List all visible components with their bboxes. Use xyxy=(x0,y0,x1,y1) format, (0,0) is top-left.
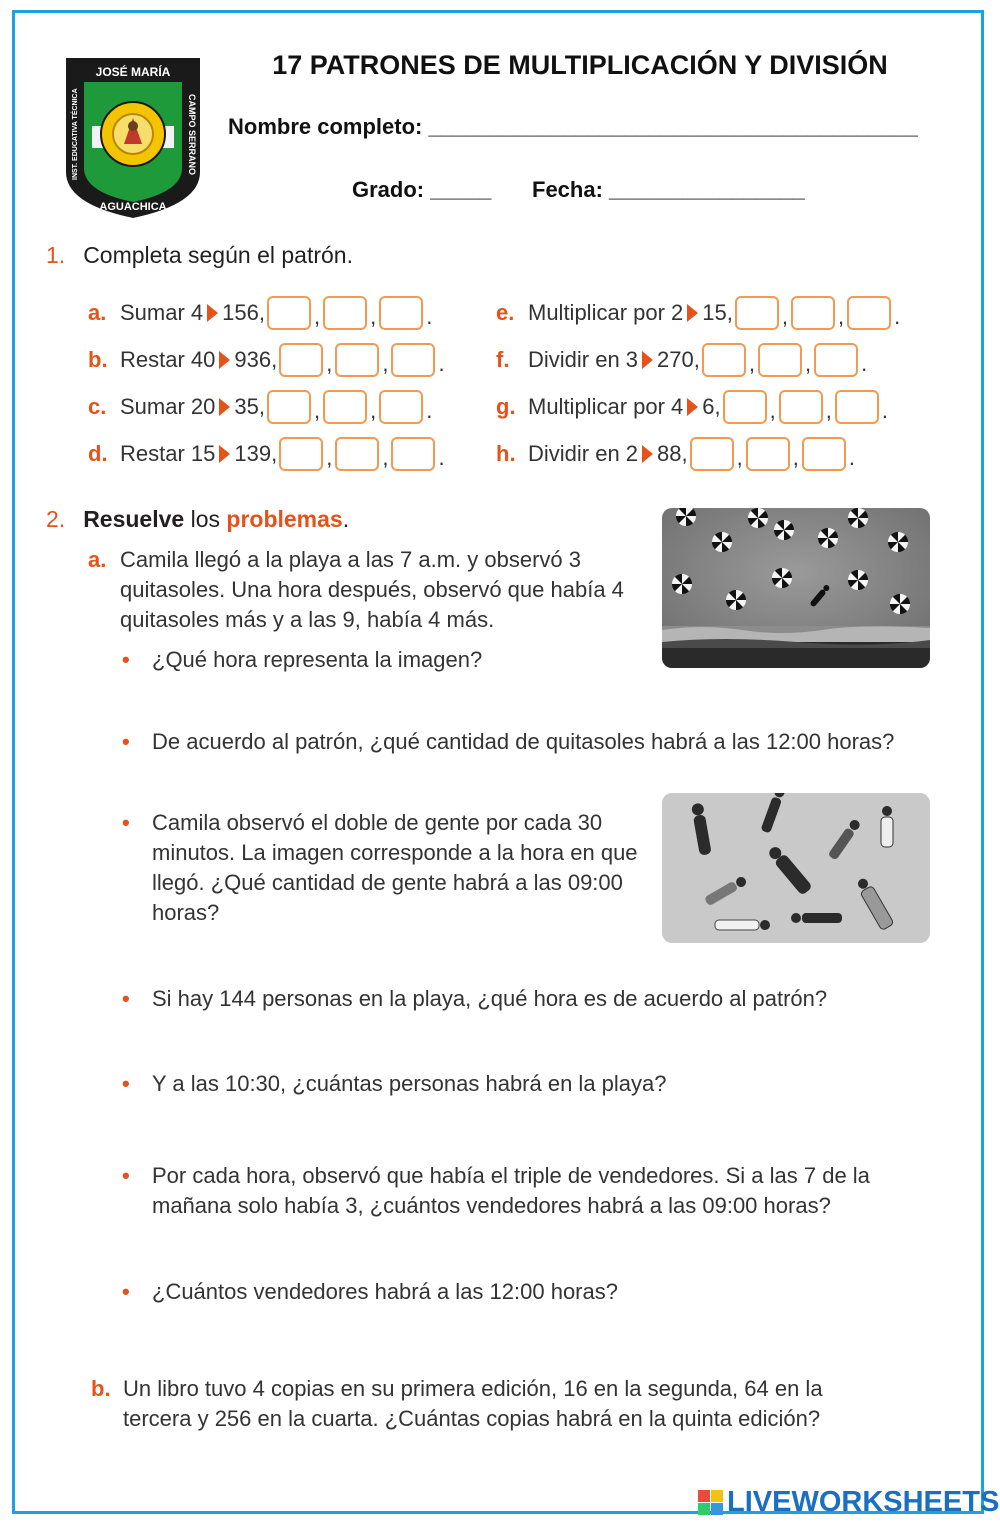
question-text: ¿Qué hora representa la imagen? xyxy=(152,647,483,672)
problem-b-letter: b. xyxy=(91,1376,111,1401)
arrow-right-icon xyxy=(219,351,230,369)
beach-umbrellas-image xyxy=(662,508,930,668)
bullet-icon: • xyxy=(122,1163,130,1188)
answer-box[interactable] xyxy=(835,390,879,424)
answer-box[interactable] xyxy=(323,390,367,424)
pattern-start: 35, xyxy=(234,394,265,419)
answer-box[interactable] xyxy=(279,437,323,471)
answer-box[interactable] xyxy=(323,296,367,330)
pattern-item: d. Restar 15 139, , , . xyxy=(88,437,446,471)
question-text: Si hay 144 personas en la playa, ¿qué hora es de acuerdo al patrón? xyxy=(152,986,828,1011)
pattern-letter: b. xyxy=(88,347,108,372)
problem-a xyxy=(88,545,655,635)
brand-badge-icon xyxy=(698,1490,724,1516)
answer-box[interactable] xyxy=(379,390,423,424)
logo-right-text: CAMPO SERRANO xyxy=(187,94,197,176)
answer-box[interactable] xyxy=(758,343,802,377)
pattern-rule: Multiplicar por 2 xyxy=(528,300,684,325)
answer-box[interactable] xyxy=(779,390,823,424)
answer-box[interactable] xyxy=(335,343,379,377)
section-2-heading xyxy=(46,506,349,533)
question-bullet xyxy=(122,727,932,757)
question-bullet xyxy=(122,1277,932,1307)
pattern-rule: Restar 40 xyxy=(120,347,216,372)
logo-top-text: JOSÉ MARÍA xyxy=(95,65,171,79)
arrow-right-icon xyxy=(687,304,698,322)
pattern-rule: Dividir en 3 xyxy=(528,347,639,372)
section-1-heading xyxy=(46,242,353,269)
pattern-item: e. Multiplicar por 2 15, , , . xyxy=(496,296,901,330)
grade-line: Grado: _____ xyxy=(352,177,492,202)
section-2-title-orange: problemas xyxy=(226,506,343,532)
pattern-start: 936, xyxy=(234,347,278,372)
bullet-icon: • xyxy=(122,647,130,672)
problem-b-text: Un libro tuvo 4 copias en su primera edición, 16 en la segunda, 64 en la tercera y 256 en la cuarta. ¿Cuántas copias habrá en la quinta edición? xyxy=(123,1376,823,1431)
answer-box[interactable] xyxy=(335,437,379,471)
question-text: Camila observó el doble de gente por cada 30 minutos. La imagen corresponde a la hora en que llegó. ¿Qué cantidad de gente habrá a las 09:00 horas? xyxy=(152,810,638,925)
pattern-rule: Restar 15 xyxy=(120,441,216,466)
question-text: Por cada hora, observó que había el triple de vendedores. Si a las 7 de la mañana solo había 3, ¿cuántos vendedores habrá a las 09:00 horas? xyxy=(152,1163,870,1218)
pattern-letter: d. xyxy=(88,441,108,466)
pattern-letter: f. xyxy=(496,347,510,372)
answer-box[interactable] xyxy=(735,296,779,330)
brand-text: LIVEWORKSHEETS xyxy=(727,1486,1000,1518)
question-bullet xyxy=(122,645,652,675)
arrow-right-icon xyxy=(219,445,230,463)
pattern-item: f. Dividir en 3 270, , , . xyxy=(496,343,868,377)
question-text: ¿Cuántos vendedores habrá a las 12:00 horas? xyxy=(152,1279,618,1304)
pattern-rule: Sumar 4 xyxy=(120,300,204,325)
logo-left-text: INST. EDUCATIVA TÉCNICA xyxy=(72,88,79,180)
problem-a-letter: a. xyxy=(88,547,107,572)
section-1-number: 1. xyxy=(46,242,66,268)
section-2-number: 2. xyxy=(46,506,66,532)
liveworksheets-logo xyxy=(698,1486,999,1519)
section-2-title-end: . xyxy=(342,506,350,532)
name-line: Nombre completo: ________________________________________ xyxy=(228,114,918,139)
question-bullet xyxy=(122,984,932,1014)
answer-box[interactable] xyxy=(723,390,767,424)
section-1-title: Completa según el patrón. xyxy=(83,242,353,268)
question-bullet xyxy=(122,1069,932,1099)
pattern-letter: g. xyxy=(496,394,516,419)
question-text: De acuerdo al patrón, ¿qué cantidad de quitasoles habrá a las 12:00 horas? xyxy=(152,729,895,754)
question-bullet xyxy=(122,808,642,928)
pattern-letter: a. xyxy=(88,300,107,325)
bullet-icon: • xyxy=(122,810,130,835)
pattern-start: 88, xyxy=(657,441,688,466)
arrow-right-icon xyxy=(642,445,653,463)
sunbathers-image xyxy=(662,793,930,943)
arrow-right-icon xyxy=(687,398,698,416)
pattern-start: 6, xyxy=(702,394,721,419)
page-title: 17 PATRONES DE MULTIPLICACIÓN Y DIVISIÓN xyxy=(272,50,888,80)
pattern-item: a. Sumar 4 156, , , . xyxy=(88,296,433,330)
answer-box[interactable] xyxy=(391,343,435,377)
pattern-letter: h. xyxy=(496,441,516,466)
pattern-letter: c. xyxy=(88,394,107,419)
pattern-rule: Dividir en 2 xyxy=(528,441,639,466)
answer-box[interactable] xyxy=(267,296,311,330)
answer-box[interactable] xyxy=(379,296,423,330)
answer-box[interactable] xyxy=(746,437,790,471)
pattern-start: 270, xyxy=(657,347,700,372)
answer-box[interactable] xyxy=(391,437,435,471)
arrow-right-icon xyxy=(219,398,230,416)
answer-box[interactable] xyxy=(279,343,323,377)
question-text: Y a las 10:30, ¿cuántas personas habrá en la playa? xyxy=(152,1071,667,1096)
pattern-start: 156, xyxy=(222,300,265,325)
logo-bottom-text: AGUACHICA xyxy=(99,201,167,213)
arrow-right-icon xyxy=(207,304,218,322)
pattern-item: h. Dividir en 2 88, , , . xyxy=(496,437,856,471)
problem-b xyxy=(91,1374,883,1434)
answer-box[interactable] xyxy=(847,296,891,330)
date-line: Fecha: ________________ xyxy=(532,177,805,202)
pattern-item: c. Sumar 20 35, , , . xyxy=(88,390,433,424)
answer-box[interactable] xyxy=(791,296,835,330)
answer-box[interactable] xyxy=(814,343,858,377)
answer-box[interactable] xyxy=(702,343,746,377)
pattern-rule: Sumar 20 xyxy=(120,394,216,419)
answer-box[interactable] xyxy=(267,390,311,424)
answer-box[interactable] xyxy=(690,437,734,471)
question-bullet xyxy=(122,1161,912,1221)
pattern-item: g. Multiplicar por 4 6, , , . xyxy=(496,390,889,424)
problem-a-text: Camila llegó a la playa a las 7 a.m. y observó 3 quitasoles. Una hora después, observó que había 4 quitasoles más y a las 9, había 4 más. xyxy=(120,547,624,632)
pattern-item: b. Restar 40 936, , , . xyxy=(88,343,446,377)
pattern-rule: Multiplicar por 4 xyxy=(528,394,684,419)
bullet-icon: • xyxy=(122,986,130,1011)
pattern-letter: e. xyxy=(496,300,515,325)
school-logo xyxy=(62,52,204,222)
bullet-icon: • xyxy=(122,729,130,754)
pattern-start: 15, xyxy=(702,300,733,325)
section-2-title-bold: Resuelve xyxy=(83,506,185,532)
answer-box[interactable] xyxy=(802,437,846,471)
bullet-icon: • xyxy=(122,1279,130,1304)
arrow-right-icon xyxy=(642,351,653,369)
section-2-title-mid: los xyxy=(184,506,227,532)
bullet-icon: • xyxy=(122,1071,130,1096)
pattern-start: 139, xyxy=(234,441,278,466)
